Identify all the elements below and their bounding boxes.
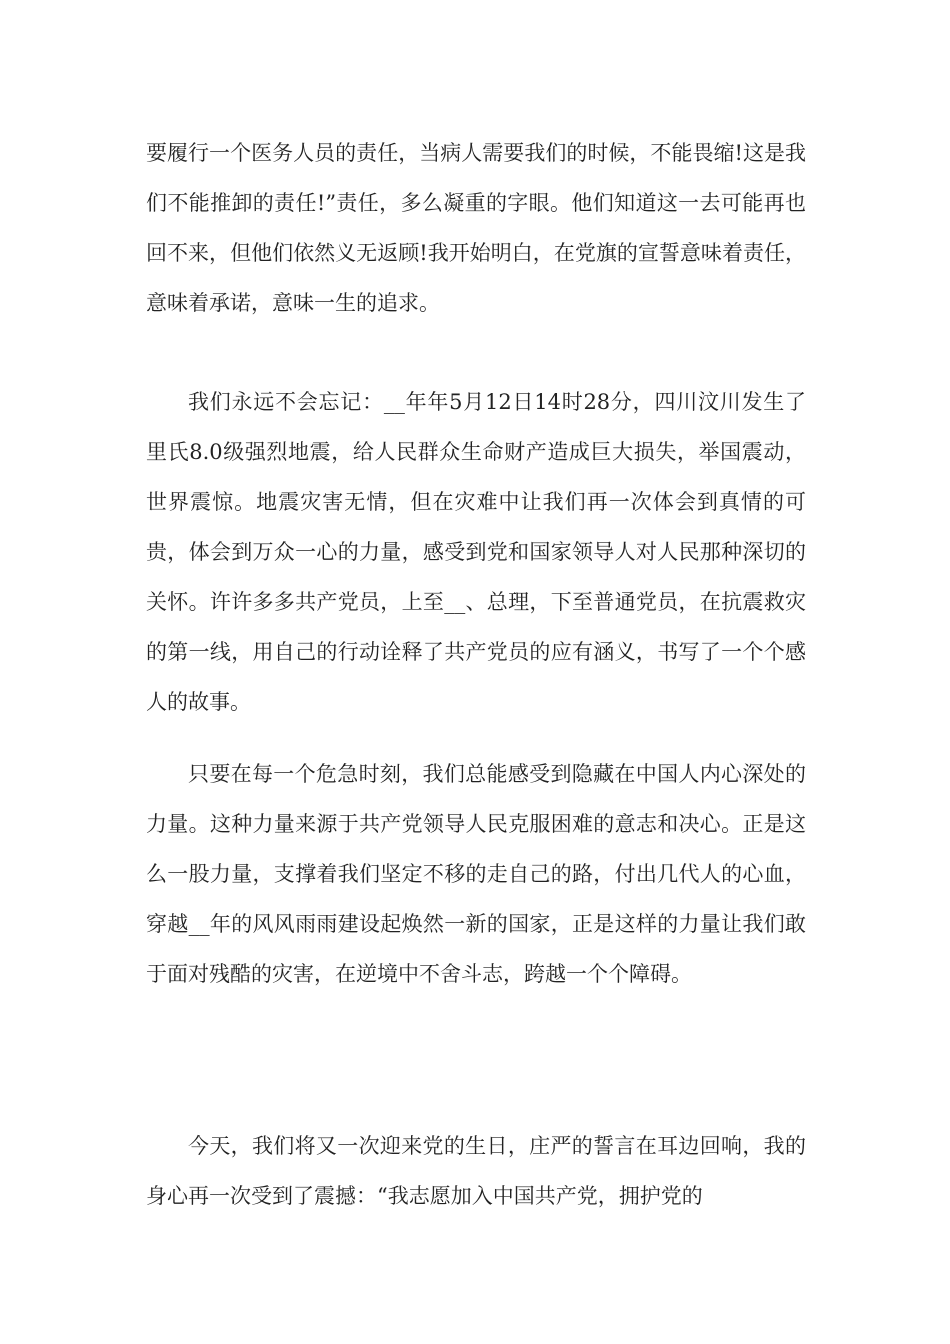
- paragraph-4: 今天，我们将又一次迎来党的生日，庄严的誓言在耳边回响，我的身心再一次受到了震撼：“我志愿加入中国共产党，拥护党的: [146, 1134, 806, 1208]
- paragraph-1: 要履行一个医务人员的责任，当病人需要我们的时候，不能畏缩!这是我们不能推卸的责任!”责任，多么凝重的字眼。他们知道这一去可能再也回不来，但他们依然义无返顾!我开始明白，在党旗的宣誓意味着责任，意味着承诺，意味一生的追求。: [146, 141, 806, 315]
- paragraph-2: 我们永远不会忘记：__年年5月12日14时28分，四川汶川发生了里氏8.0级强烈地震，给人民群众生命财产造成巨大损失，举国震动，世界震惊。地震灾害无情，但在灾难中让我们再一次体会到真情的可贵，体会到万众一心的力量，感受到党和国家领导人对人民那种深切的关怀。许许多多共产党员，上至__、总理，下至普通党员，在抗震救灾的第一线，用自己的行动诠释了共产党员的应有涵义，书写了一个个感人的故事。: [146, 390, 806, 714]
- paragraph-3: 只要在每一个危急时刻，我们总能感受到隐藏在中国人内心深处的力量。这种力量来源于共产党领导人民克服困难的意志和决心。正是这么一股力量，支撑着我们坚定不移的走自己的路，付出几代人的心血，穿越__年的风风雨雨建设起焕然一新的国家，正是这样的力量让我们敢于面对残酷的灾害，在逆境中不舍斗志，跨越一个个障碍。: [146, 762, 806, 986]
